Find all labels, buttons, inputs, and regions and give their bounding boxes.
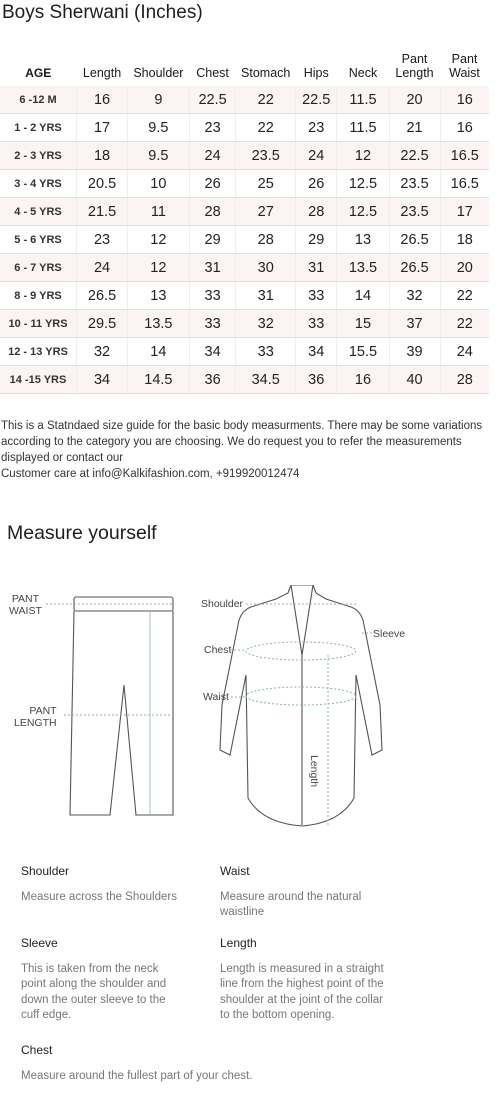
table-cell: 29.5 — [77, 310, 128, 338]
col-header-age: AGE — [25, 66, 52, 80]
desc-chest-text: Measure around the fullest part of your chest. — [21, 1069, 253, 1082]
label-chest: Chest — [204, 644, 232, 656]
table-row — [0, 198, 489, 226]
table-cell: 25 — [236, 170, 296, 198]
table-row — [0, 86, 489, 114]
desc-sleeve — [21, 936, 181, 1024]
age-cell: 8 - 9 YRS — [0, 282, 77, 310]
table-cell: 9.5 — [128, 142, 190, 170]
table-cell: 40 — [389, 366, 440, 394]
table-cell: 28 — [236, 226, 296, 254]
table-cell: 12 — [128, 226, 190, 254]
desc-shoulder-text: Measure across the Shoulders — [21, 890, 177, 903]
table-cell: 22 — [236, 114, 296, 142]
col-header-length: Length — [82, 66, 122, 80]
size-guide-note — [1, 418, 496, 482]
table-cell: 10 — [128, 170, 190, 198]
table-cell: 23.5 — [389, 170, 440, 198]
table-cell: 15 — [337, 310, 389, 338]
table-cell: 27 — [236, 198, 296, 226]
table-cell: 33 — [189, 310, 236, 338]
table-cell: 17 — [77, 114, 128, 142]
table-cell: 16 — [440, 114, 489, 142]
desc-length — [220, 936, 395, 1024]
table-cell: 18 — [440, 226, 489, 254]
table-cell: 31 — [189, 254, 236, 282]
table-row — [0, 170, 489, 198]
table-row — [0, 114, 489, 142]
label-sleeve: Sleeve — [373, 628, 406, 640]
table-cell: 28 — [295, 198, 336, 226]
measurement-diagram — [0, 585, 498, 845]
table-cell: 34.5 — [236, 366, 296, 394]
table-cell: 14 — [337, 282, 389, 310]
age-cell: 4 - 5 YRS — [0, 198, 77, 226]
table-cell: 15.5 — [337, 338, 389, 366]
table-cell: 9 — [128, 86, 190, 114]
table-cell: 26.5 — [389, 226, 440, 254]
table-cell: 23 — [295, 114, 336, 142]
table-cell: 33 — [189, 282, 236, 310]
table-cell: 21.5 — [77, 198, 128, 226]
table-cell: 30 — [236, 254, 296, 282]
table-cell: 34 — [295, 338, 336, 366]
page-title: Boys Sherwani (Inches) — [2, 2, 203, 23]
table-cell: 16 — [337, 366, 389, 394]
table-cell: 12.5 — [337, 170, 389, 198]
table-cell: 26 — [295, 170, 336, 198]
table-cell: 36 — [295, 366, 336, 394]
table-cell: 16.5 — [440, 142, 489, 170]
col-header-stomach: Stomach — [241, 66, 291, 80]
table-cell: 23.5 — [236, 142, 296, 170]
table-cell: 21 — [389, 114, 440, 142]
table-cell: 23.5 — [389, 198, 440, 226]
label-waist: Waist — [203, 691, 229, 703]
table-cell: 17 — [440, 198, 489, 226]
col-header-pant-length: Pant Length — [395, 52, 434, 80]
table-cell: 22 — [236, 86, 296, 114]
garment-illustration — [0, 585, 498, 845]
table-cell: 23 — [189, 114, 236, 142]
label-pant-length: PANT LENGTH — [14, 705, 57, 729]
desc-chest-title: Chest — [21, 1043, 53, 1057]
desc-waist-text: Measure around the natural waistline — [220, 890, 362, 918]
table-cell: 16.5 — [440, 170, 489, 198]
table-cell: 13.5 — [128, 310, 190, 338]
table-row — [0, 282, 489, 310]
table-cell: 13 — [128, 282, 190, 310]
note-text: This is a Statndaed size guide for the basic body measurments. There may be some variations according to the category you are choosing. We do request you to refer the measurements displayed or contact our — [1, 420, 483, 464]
table-cell: 29 — [295, 226, 336, 254]
table-cell: 26.5 — [77, 282, 128, 310]
table-cell: 22.5 — [389, 142, 440, 170]
label-pant-waist: PANT WAIST — [9, 593, 42, 617]
table-cell: 12.5 — [337, 198, 389, 226]
table-cell: 16 — [440, 86, 489, 114]
label-shoulder: Shoulder — [201, 598, 244, 610]
age-cell: 5 - 6 YRS — [0, 226, 77, 254]
table-cell: 11 — [128, 198, 190, 226]
col-header-hips: Hips — [303, 66, 329, 80]
size-chart-table — [0, 40, 489, 394]
col-header-pant-waist: Pant Waist — [449, 52, 480, 80]
table-cell: 20.5 — [77, 170, 128, 198]
table-cell: 31 — [236, 282, 296, 310]
table-cell: 28 — [440, 366, 489, 394]
sherwani-illustration — [220, 585, 382, 826]
age-cell: 2 - 3 YRS — [0, 142, 77, 170]
age-cell: 3 - 4 YRS — [0, 170, 77, 198]
table-cell: 34 — [77, 366, 128, 394]
pant-guides — [46, 604, 176, 715]
table-cell: 12 — [128, 254, 190, 282]
desc-sleeve-title: Sleeve — [21, 936, 58, 950]
table-cell: 34 — [189, 338, 236, 366]
table-row — [0, 338, 489, 366]
col-header-shoulder: Shoulder — [133, 66, 184, 80]
table-cell: 24 — [189, 142, 236, 170]
table-cell: 26.5 — [389, 254, 440, 282]
table-row — [0, 366, 489, 394]
table-cell: 26 — [189, 170, 236, 198]
table-cell: 16 — [77, 86, 128, 114]
customer-care-text: Customer care at info@Kalkifashion.com, +919920012474 — [1, 468, 300, 480]
table-cell: 32 — [77, 338, 128, 366]
desc-shoulder-title: Shoulder — [21, 864, 70, 878]
table-cell: 39 — [389, 338, 440, 366]
table-cell: 13 — [337, 226, 389, 254]
age-cell: 14 -15 YRS — [0, 366, 77, 394]
table-cell: 24 — [440, 338, 489, 366]
table-cell: 33 — [295, 310, 336, 338]
table-cell: 18 — [77, 142, 128, 170]
desc-length-title: Length — [220, 936, 257, 950]
table-cell: 36 — [189, 366, 236, 394]
measure-yourself-heading: Measure yourself — [7, 522, 157, 544]
table-header-row — [0, 40, 489, 86]
table-cell: 9.5 — [128, 114, 190, 142]
table-cell: 22 — [440, 282, 489, 310]
table-cell: 33 — [236, 338, 296, 366]
label-length: Length — [308, 755, 320, 788]
table-cell: 12 — [337, 142, 389, 170]
desc-sleeve-text: This is taken from the neck point along the shoulder and down the outer sleeve to the cuff edge. — [21, 962, 167, 1021]
col-header-neck: Neck — [348, 66, 378, 80]
table-cell: 32 — [389, 282, 440, 310]
table-cell: 29 — [189, 226, 236, 254]
table-row — [0, 226, 489, 254]
table-cell: 11.5 — [337, 114, 389, 142]
table-cell: 13.5 — [337, 254, 389, 282]
desc-length-text: Length is measured in a straight line from the highest point of the shoulder at the joint of the collar to the bottom opening. — [220, 962, 384, 1021]
table-cell: 11.5 — [337, 86, 389, 114]
table-cell: 20 — [440, 254, 489, 282]
table-cell: 22.5 — [189, 86, 236, 114]
desc-chest — [21, 1043, 321, 1084]
table-row — [0, 310, 489, 338]
table-cell: 22 — [440, 310, 489, 338]
age-cell: 1 - 2 YRS — [0, 114, 77, 142]
table-cell: 33 — [295, 282, 336, 310]
table-cell: 32 — [236, 310, 296, 338]
table-cell: 31 — [295, 254, 336, 282]
table-cell: 37 — [389, 310, 440, 338]
sherwani-guides — [230, 604, 372, 825]
desc-shoulder — [21, 864, 196, 905]
age-cell: 6 - 7 YRS — [0, 254, 77, 282]
pants-illustration — [70, 597, 173, 815]
table-cell: 14.5 — [128, 366, 190, 394]
table-cell: 20 — [389, 86, 440, 114]
age-cell: 10 - 11 YRS — [0, 310, 77, 338]
age-cell: 6 -12 M — [0, 86, 77, 114]
desc-waist — [220, 864, 395, 921]
table-cell: 22.5 — [295, 86, 336, 114]
table-cell: 28 — [189, 198, 236, 226]
table-cell: 24 — [295, 142, 336, 170]
table-row — [0, 254, 489, 282]
table-row — [0, 142, 489, 170]
desc-waist-title: Waist — [220, 864, 250, 878]
table-cell: 14 — [128, 338, 190, 366]
table-cell: 23 — [77, 226, 128, 254]
age-cell: 12 - 13 YRS — [0, 338, 77, 366]
col-header-chest: Chest — [196, 66, 229, 80]
table-cell: 24 — [77, 254, 128, 282]
